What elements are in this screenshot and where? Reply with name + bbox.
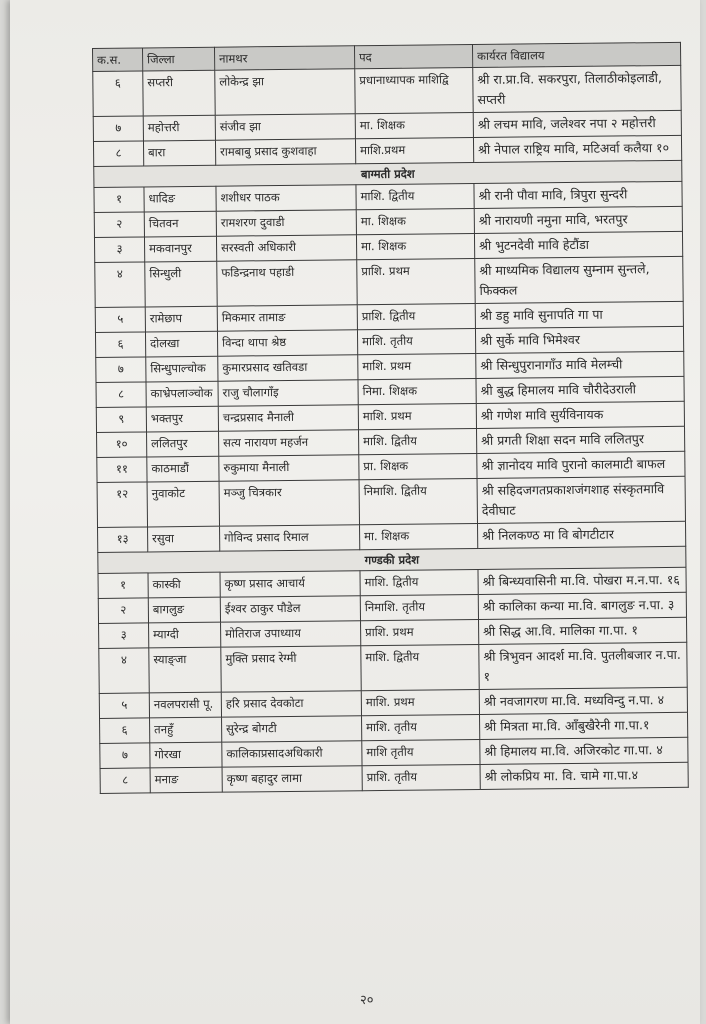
- cell-post: निमा. शिक्षक: [358, 378, 476, 404]
- cell-name: चन्द्रप्रसाद मैनाली: [218, 405, 358, 431]
- table-row: [95, 256, 683, 307]
- cell-school: श्री लोकप्रिय मा. वि. चामे गा.पा.४: [480, 762, 688, 789]
- cell-sn: १: [98, 573, 148, 599]
- cell-name: फडिन्द्रनाथ पहाडी: [217, 260, 357, 306]
- cell-district: धादिङ: [144, 186, 216, 212]
- cell-sn: ८: [96, 382, 146, 408]
- cell-district: म्याग्दी: [149, 622, 221, 648]
- cell-district: चितवन: [144, 211, 216, 237]
- table-row: [93, 65, 681, 116]
- cell-post: माशि तृतीय: [362, 739, 480, 765]
- cell-sn: ६: [93, 71, 143, 117]
- cell-school: श्री त्रिभुवन आदर्श मा.वि. पुतलीबजार न.पा. १: [479, 642, 687, 689]
- header-name: नामथर: [214, 46, 354, 70]
- cell-name: विन्दा थापा श्रेष्ठ: [217, 330, 357, 356]
- cell-school: श्री रा.प्रा.वि. सकरपुरा, तिलाठीकोइलाडी, सप्तरी: [473, 65, 681, 112]
- cell-name: सरस्वती अधिकारी: [216, 235, 356, 261]
- cell-school: श्री कालिका कन्या मा.वि. बागलुङ न.पा. ३: [478, 592, 686, 619]
- cell-district: स्याङ्जा: [149, 647, 221, 693]
- cell-sn: ७: [96, 357, 146, 383]
- cell-name: रामबाबु प्रसाद कुशवाहा: [215, 139, 355, 165]
- cell-name: मिकमार तामाङ: [217, 305, 357, 331]
- cell-post: प्राशि. तृतीय: [362, 764, 480, 790]
- cell-name: मोतिराज उपाध्याय: [221, 621, 361, 647]
- cell-sn: १०: [97, 432, 147, 458]
- cell-district: नवलपरासी पू.: [149, 692, 221, 718]
- cell-district: मनाङ: [150, 767, 222, 793]
- teacher-list-table: [92, 42, 689, 794]
- cell-post: माशि. प्रथम: [361, 689, 479, 715]
- cell-sn: ४: [99, 648, 149, 694]
- cell-post: माशि. द्वितीय: [356, 184, 474, 210]
- cell-post: प्रधानाध्यापक माशिद्वि: [355, 68, 473, 114]
- cell-district: सप्तरी: [143, 70, 215, 116]
- cell-sn: २: [98, 598, 148, 624]
- cell-post: प्राशि. प्रथम: [361, 619, 479, 645]
- cell-school: श्री सिद्ध आ.वि. मालिका गा.पा. १: [479, 617, 687, 644]
- cell-name: शशीधर पाठक: [216, 185, 356, 211]
- cell-post: मा. शिक्षक: [355, 113, 473, 139]
- cell-school: श्री बुद्ध हिमालय मावि चौरीदेउराली: [476, 376, 684, 403]
- cell-name: कृष्ण प्रसाद आचार्य: [220, 571, 360, 597]
- cell-school: श्री नेपाल राष्ट्रिय मावि, मटिअर्वा कलैया १०: [473, 135, 681, 162]
- cell-district: भक्तपुर: [146, 406, 218, 432]
- cell-name: हरि प्रसाद देवकोटा: [221, 691, 361, 717]
- cell-post: प्रा. शिक्षक: [359, 453, 477, 479]
- cell-school: श्री नारायणी नमुना मावि, भरतपुर: [474, 206, 682, 233]
- cell-sn: ६: [95, 332, 145, 358]
- cell-sn: ३: [99, 623, 149, 649]
- cell-district: बागलुङ: [148, 597, 220, 623]
- cell-name: मुक्ति प्रसाद रेग्मी: [221, 646, 361, 692]
- cell-name: मञ्जु चित्रकार: [219, 480, 359, 526]
- cell-post: प्राशि. द्वितीय: [357, 304, 475, 330]
- province-heading: गण्डकी प्रदेश: [98, 546, 686, 573]
- cell-district: दोलखा: [145, 331, 217, 357]
- cell-school: श्री भुटनदेवी मावि हेटौंडा: [474, 231, 682, 258]
- cell-name: सत्य नारायण महर्जन: [219, 430, 359, 456]
- cell-sn: ८: [93, 141, 143, 167]
- page-number: २०: [360, 993, 374, 1008]
- cell-school: श्री माध्यमिक विद्यालय सुम्नाम सुन्तले, फिक्कल: [475, 256, 683, 303]
- table-body: [93, 65, 689, 793]
- cell-school: श्री रानी पौवा मावि, त्रिपुरा सुन्दरी: [474, 181, 682, 208]
- cell-district: नुवाकोट: [147, 481, 219, 527]
- cell-post: माशि.प्रथम: [355, 138, 473, 164]
- header-sn: क.स.: [93, 48, 143, 72]
- cell-district: काठमाडौं: [147, 456, 219, 482]
- table-row: [100, 762, 688, 793]
- cell-name: गोविन्द प्रसाद रिमाल: [220, 525, 360, 551]
- cell-district: कास्की: [148, 572, 220, 598]
- cell-district: मकवानपुर: [144, 236, 216, 262]
- cell-post: मा. शिक्षक: [356, 209, 474, 235]
- header-school: कार्यरत विद्यालय: [472, 42, 680, 67]
- cell-post: माशि. तृतीय: [362, 714, 480, 740]
- cell-name: कुमारप्रसाद खतिवडा: [218, 355, 358, 381]
- cell-post: निमाशि. द्वितीय: [359, 478, 477, 524]
- cell-post: माशि. प्रथम: [358, 403, 476, 429]
- cell-district: गोरखा: [150, 742, 222, 768]
- cell-sn: १: [94, 187, 144, 213]
- cell-school: श्री सहिदजगतप्रकाशजंगशाह संस्कृतमावि देवीघाट: [477, 476, 685, 523]
- table-container: [92, 42, 688, 794]
- cell-sn: १२: [97, 482, 147, 528]
- cell-district: काभ्रेपलाञ्चोक: [146, 381, 218, 407]
- cell-post: प्राशि. प्रथम: [357, 259, 475, 305]
- province-heading: बाग्मती प्रदेश: [94, 160, 682, 187]
- cell-sn: ५: [99, 693, 149, 719]
- cell-district: सिन्धुपाल्चोक: [146, 356, 218, 382]
- cell-district: बारा: [143, 140, 215, 166]
- cell-sn: ७: [100, 743, 150, 769]
- cell-post: माशि. द्वितीय: [359, 428, 477, 454]
- document-page: [10, 0, 700, 1024]
- cell-sn: ११: [97, 457, 147, 483]
- cell-post: निमाशि. तृतीय: [360, 594, 478, 620]
- cell-school: श्री सुर्के मावि भिमेश्वर: [475, 326, 683, 353]
- cell-school: श्री ज्ञानोदय मावि पुरानो कालमाटी बाफल: [477, 451, 685, 478]
- cell-school: श्री निलकण्ठ मा वि बोगटीटार: [478, 521, 686, 548]
- cell-name: ईश्वर ठाकुर पौडेल: [220, 596, 360, 622]
- cell-district: तनहुँ: [150, 717, 222, 743]
- cell-name: रामशरण दुवाडी: [216, 210, 356, 236]
- cell-district: रामेछाप: [145, 306, 217, 332]
- cell-name: लोकेन्द्र झा: [215, 69, 355, 115]
- cell-name: सुरेन्द्र बोगटी: [222, 716, 362, 742]
- cell-school: श्री बिन्ध्यवासिनी मा.वि. पोखरा म.न.पा. १६: [478, 567, 686, 594]
- cell-school: श्री सिन्धुपुरानागाँउ मावि मेलम्ची: [476, 351, 684, 378]
- cell-school: श्री डहु मावि सुनापति गा पा: [475, 301, 683, 328]
- cell-name: राजु चौलागाँइ: [218, 380, 358, 406]
- cell-district: सिन्धुली: [145, 261, 217, 307]
- cell-school: श्री गणेश मावि सुर्यविनायक: [476, 401, 684, 428]
- cell-district: महोत्तरी: [143, 115, 215, 141]
- cell-sn: १३: [98, 527, 148, 553]
- cell-sn: ३: [94, 237, 144, 263]
- header-post: पद: [354, 45, 472, 69]
- cell-school: श्री लचम मावि, जलेश्वर नपा २ महोत्तरी: [473, 110, 681, 137]
- cell-name: रुकुमाया मैनाली: [219, 455, 359, 481]
- cell-name: संजीव झा: [215, 114, 355, 140]
- table-row: [97, 476, 685, 527]
- cell-school: श्री मित्रता मा.वि. आँबुखैरेनी गा.पा.१: [480, 712, 688, 739]
- cell-sn: ५: [95, 307, 145, 333]
- cell-sn: ८: [100, 768, 150, 794]
- cell-school: श्री नवजागरण मा.वि. मध्यविन्दु न.पा. ४: [479, 687, 687, 714]
- cell-post: माशि. प्रथम: [358, 353, 476, 379]
- cell-post: मा. शिक्षक: [360, 523, 478, 549]
- cell-post: माशि. तृतीय: [357, 328, 475, 354]
- cell-post: माशि. द्वितीय: [361, 644, 479, 690]
- cell-sn: ९: [96, 407, 146, 433]
- cell-post: माशि. द्वितीय: [360, 569, 478, 595]
- cell-district: रसुवा: [148, 526, 220, 552]
- cell-sn: ६: [100, 718, 150, 744]
- cell-sn: २: [94, 212, 144, 238]
- table-row: [99, 642, 687, 693]
- cell-school: श्री हिमालय मा.वि. अजिरकोट गा.पा. ४: [480, 737, 688, 764]
- cell-district: ललितपुर: [147, 431, 219, 457]
- cell-name: कालिकाप्रसादअधिकारी: [222, 741, 362, 767]
- cell-post: मा. शिक्षक: [356, 234, 474, 260]
- header-district: जिल्ला: [143, 47, 215, 71]
- cell-sn: ४: [95, 262, 145, 308]
- cell-school: श्री प्रगती शिक्षा सदन मावि ललितपुर: [477, 426, 685, 453]
- cell-sn: ७: [93, 116, 143, 142]
- cell-name: कृष्ण बहादुर लामा: [222, 766, 362, 792]
